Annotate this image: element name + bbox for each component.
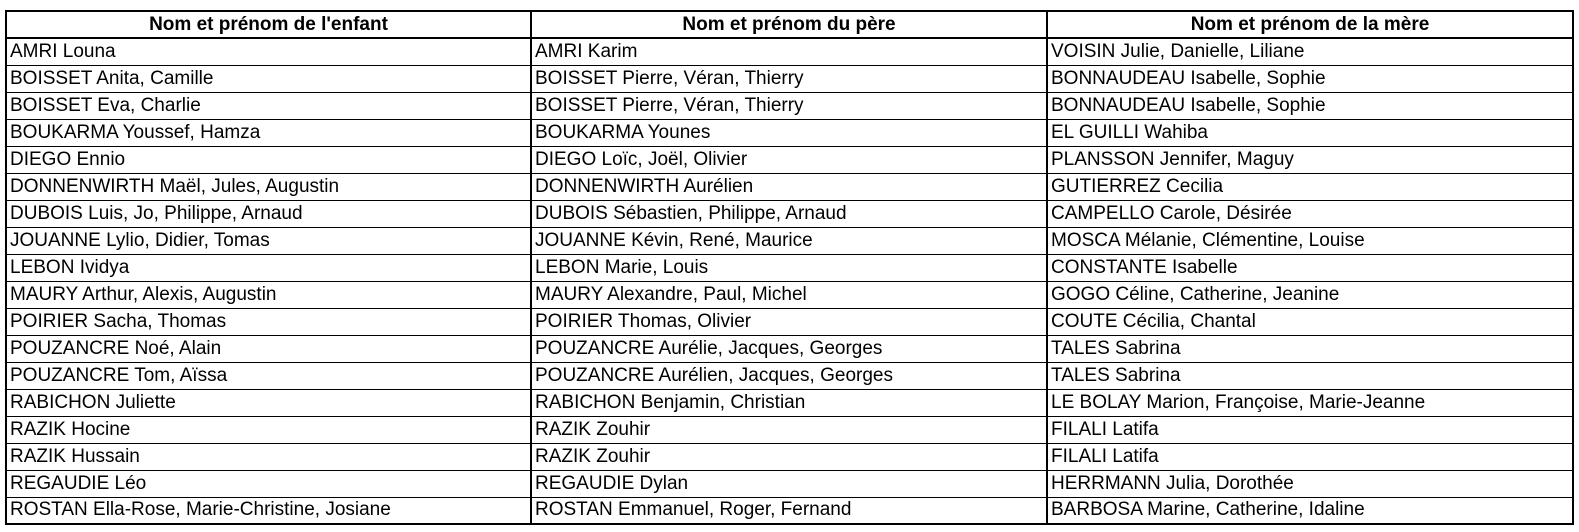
child-name-cell: JOUANNE Lylio, Didier, Tomas xyxy=(6,227,531,254)
father-name-cell: BOISSET Pierre, Véran, Thierry xyxy=(531,65,1047,92)
table-row xyxy=(6,227,1573,254)
mother-name-cell: COUTE Cécilia, Chantal xyxy=(1047,308,1573,335)
header-row xyxy=(6,11,1573,38)
child-name-cell: BOUKARMA Youssef, Hamza xyxy=(6,119,531,146)
table-row xyxy=(6,335,1573,362)
mother-name-cell: MOSCA Mélanie, Clémentine, Louise xyxy=(1047,227,1573,254)
father-name-cell: POUZANCRE Aurélie, Jacques, Georges xyxy=(531,335,1047,362)
child-name-cell: ROSTAN Ella-Rose, Marie-Christine, Josiane xyxy=(6,497,531,524)
father-name-cell: BOISSET Pierre, Véran, Thierry xyxy=(531,92,1047,119)
father-name-cell: ROSTAN Emmanuel, Roger, Fernand xyxy=(531,497,1047,524)
table-row xyxy=(6,389,1573,416)
father-name-cell: BOUKARMA Younes xyxy=(531,119,1047,146)
child-name-cell: RAZIK Hussain xyxy=(6,443,531,470)
mother-name-cell: FILALI Latifa xyxy=(1047,416,1573,443)
child-name-cell: REGAUDIE Léo xyxy=(6,470,531,497)
table-row xyxy=(6,308,1573,335)
mother-name-cell: VOISIN Julie, Danielle, Liliane xyxy=(1047,38,1573,65)
father-name-cell: RAZIK Zouhir xyxy=(531,416,1047,443)
father-name-cell: DIEGO Loïc, Joël, Olivier xyxy=(531,146,1047,173)
father-name-cell: POIRIER Thomas, Olivier xyxy=(531,308,1047,335)
mother-name-cell: GOGO Céline, Catherine, Jeanine xyxy=(1047,281,1573,308)
mother-name-cell: HERRMANN Julia, Dorothée xyxy=(1047,470,1573,497)
child-name-cell: POUZANCRE Noé, Alain xyxy=(6,335,531,362)
mother-name-cell: TALES Sabrina xyxy=(1047,362,1573,389)
mother-name-cell: CONSTANTE Isabelle xyxy=(1047,254,1573,281)
table-row xyxy=(6,119,1573,146)
table-row xyxy=(6,254,1573,281)
child-name-cell: AMRI Louna xyxy=(6,38,531,65)
child-name-cell: DIEGO Ennio xyxy=(6,146,531,173)
table-row xyxy=(6,173,1573,200)
mother-name-cell: TALES Sabrina xyxy=(1047,335,1573,362)
mother-name-cell: LE BOLAY Marion, Françoise, Marie-Jeanne xyxy=(1047,389,1573,416)
father-name-cell: POUZANCRE Aurélien, Jacques, Georges xyxy=(531,362,1047,389)
table-row xyxy=(6,362,1573,389)
child-name-cell: POIRIER Sacha, Thomas xyxy=(6,308,531,335)
table-row xyxy=(6,443,1573,470)
father-name-cell: AMRI Karim xyxy=(531,38,1047,65)
father-name-cell: JOUANNE Kévin, René, Maurice xyxy=(531,227,1047,254)
father-name-cell: DUBOIS Sébastien, Philippe, Arnaud xyxy=(531,200,1047,227)
table-row xyxy=(6,497,1573,524)
mother-name-cell: BARBOSA Marine, Catherine, Idaline xyxy=(1047,497,1573,524)
father-name-cell: DONNENWIRTH Aurélien xyxy=(531,173,1047,200)
table-row xyxy=(6,416,1573,443)
table-row xyxy=(6,38,1573,65)
child-name-cell: POUZANCRE Tom, Aïssa xyxy=(6,362,531,389)
mother-name-cell: FILALI Latifa xyxy=(1047,443,1573,470)
father-name-cell: RABICHON Benjamin, Christian xyxy=(531,389,1047,416)
table-body xyxy=(6,38,1573,524)
mother-name-cell: EL GUILLI Wahiba xyxy=(1047,119,1573,146)
father-name-cell: RAZIK Zouhir xyxy=(531,443,1047,470)
parents-table xyxy=(5,10,1574,525)
father-name-cell: MAURY Alexandre, Paul, Michel xyxy=(531,281,1047,308)
mother-name-cell: GUTIERREZ Cecilia xyxy=(1047,173,1573,200)
child-name-cell: MAURY Arthur, Alexis, Augustin xyxy=(6,281,531,308)
mother-name-cell: CAMPELLO Carole, Désirée xyxy=(1047,200,1573,227)
table-row xyxy=(6,281,1573,308)
child-name-cell: DONNENWIRTH Maël, Jules, Augustin xyxy=(6,173,531,200)
header-mother-name: Nom et prénom de la mère xyxy=(1047,11,1573,38)
child-name-cell: BOISSET Anita, Camille xyxy=(6,65,531,92)
table-row xyxy=(6,200,1573,227)
header-child-name: Nom et prénom de l'enfant xyxy=(6,11,531,38)
table-row xyxy=(6,92,1573,119)
mother-name-cell: PLANSSON Jennifer, Maguy xyxy=(1047,146,1573,173)
father-name-cell: LEBON Marie, Louis xyxy=(531,254,1047,281)
child-name-cell: RAZIK Hocine xyxy=(6,416,531,443)
child-name-cell: RABICHON Juliette xyxy=(6,389,531,416)
child-name-cell: LEBON Ividya xyxy=(6,254,531,281)
table-row xyxy=(6,470,1573,497)
header-father-name: Nom et prénom du père xyxy=(531,11,1047,38)
child-name-cell: DUBOIS Luis, Jo, Philippe, Arnaud xyxy=(6,200,531,227)
mother-name-cell: BONNAUDEAU Isabelle, Sophie xyxy=(1047,65,1573,92)
child-name-cell: BOISSET Eva, Charlie xyxy=(6,92,531,119)
father-name-cell: REGAUDIE Dylan xyxy=(531,470,1047,497)
table-row xyxy=(6,146,1573,173)
table-row xyxy=(6,65,1573,92)
mother-name-cell: BONNAUDEAU Isabelle, Sophie xyxy=(1047,92,1573,119)
